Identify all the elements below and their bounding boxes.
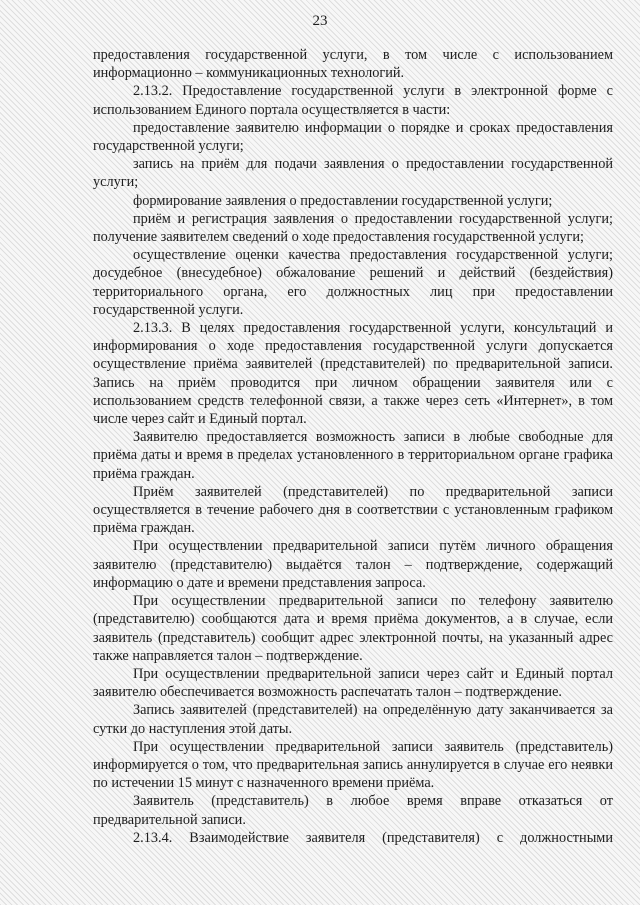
paragraph-intro-continuation: предоставления государственной услуги, в том числе с использованием информационно – коммуникационных технологий. xyxy=(93,47,613,82)
paragraph-2-13-4: 2.13.4. Взаимодействие заявителя (представителя) с должностными xyxy=(133,829,613,846)
paragraph: При осуществлении предварительной записи путём личного обращения заявителю (представителю) выдаётся талон – подтверждение, содержащий информацию о дате и времени представления запроса. xyxy=(93,538,613,591)
paragraph-list-item: осуществление оценки качества предоставления государственной услуги; досудебное (внесудебное) обжалование решений и действий (бездействия) территориального органа, его должностных лиц при предоставлении государственной услуги. xyxy=(93,247,613,318)
paragraph: При осуществлении предварительной записи по телефону заявителю (представителю) сообщаются дата и время приёма документов, а в случае, если заявитель (представитель) сообщит адрес электронной почты, на указанный адрес также направляется талон – подтверждение. xyxy=(93,593,613,664)
paragraph-2-13-2: 2.13.2. Предоставление государственной услуги в электронной форме с использованием Единого портала осуществляется в части: xyxy=(93,83,613,118)
paragraph: При осуществлении предварительной записи через сайт и Единый портал заявителю обеспечивается возможность распечатать талон – подтверждение. xyxy=(93,665,613,701)
paragraph: Запись заявителей (представителей) на определённую дату заканчивается за сутки до наступления этой даты. xyxy=(93,702,613,737)
document-body xyxy=(93,46,613,847)
paragraph-list-item: приём и регистрация заявления о предоставлении государственной услуги; получение заявителем сведений о ходе предоставления государственной услуги; xyxy=(93,210,613,246)
paragraph-list-item: формирование заявления о предоставлении государственной услуги; xyxy=(133,192,553,209)
paragraph-list-item: запись на приём для подачи заявления о предоставлении государственной услуги; xyxy=(93,156,613,191)
paragraph: Заявитель (представитель) в любое время вправе отказаться от предварительной записи. xyxy=(93,793,613,828)
paragraph: Приём заявителей (представителей) по предварительной записи осуществляется в течение рабочего дня в соответствии с установленным графиком приёма граждан. xyxy=(93,483,613,537)
paragraph-list-item: предоставление заявителю информации о порядке и сроках предоставления государственной услуги; xyxy=(93,119,613,155)
paragraph-2-13-3: 2.13.3. В целях предоставления государственной услуги, консультаций и информирования о ходе предоставления государственной услуги допускается осуществление приёма заявителей (представителей) по предварительной записи. Запись на приём проводится при личном обращении заявителя или с использованием средств телефонной связи, а также через сеть «Интернет», в том числе через сайт и Единый портал. xyxy=(93,320,613,428)
page-number: 23 xyxy=(312,13,328,29)
paragraph: Заявителю предоставляется возможность записи в любые свободные для приёма даты и время в пределах установленного в территориальном органе графика приёма граждан. xyxy=(93,429,613,482)
paragraph: При осуществлении предварительной записи заявитель (представитель) информируется о том, что предварительная запись аннулируется в случае его неявки по истечении 15 минут с назначенного времени приёма. xyxy=(93,738,613,792)
